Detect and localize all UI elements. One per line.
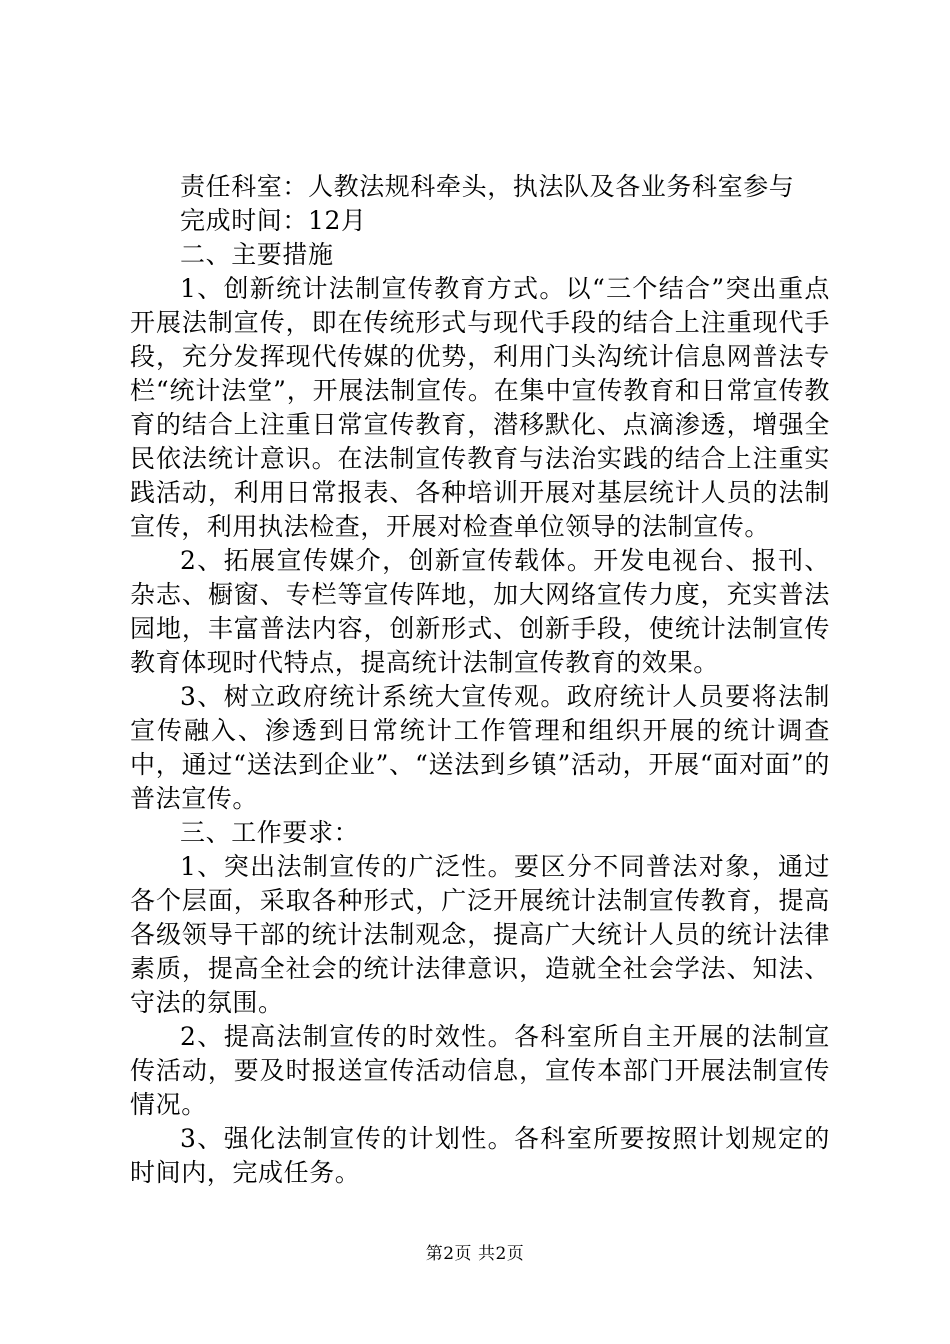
paragraph-measure-2: 2、拓展宣传媒介，创新宣传载体。开发电视台、报刊、杂志、橱窗、专栏等宣传阵地，加大网络宣传力度，充实普法园地，丰富普法内容，创新形式、创新手段，使统计法制宣传教育体现时代特点，提高统计法制宣传教育的效果。 <box>130 546 830 677</box>
document-body <box>130 170 830 1190</box>
paragraph-completion-time: 完成时间：12月 <box>180 206 367 235</box>
paragraph-responsible-office: 责任科室：人教法规科牵头，执法队及各业务科室参与 <box>180 172 795 201</box>
page-number-footer: 第2页 共2页 <box>425 1244 525 1264</box>
paragraph-measure-3: 3、树立政府统计系统大宣传观。政府统计人员要将法制宣传融入、渗透到日常统计工作管理和组织开展的统计调查中，通过“送法到企业”、“送法到乡镇”活动，开展“面对面”的普法宣传。 <box>130 682 830 813</box>
heading-main-measures: 二、主要措施 <box>180 240 334 269</box>
paragraph-measure-1: 1、创新统计法制宣传教育方式。以“三个结合”突出重点开展法制宣传，即在传统形式与现代手段的结合上注重现代手段，充分发挥现代传媒的优势，利用门头沟统计信息网普法专栏“统计法堂”，开展法制宣传。在集中宣传教育和日常宣传教育的结合上注重日常宣传教育，潜移默化、点滴渗透，增强全民依法统计意识。在法制宣传教育与法治实践的结合上注重实践活动，利用日常报表、各种培训开展对基层统计人员的法制宣传，利用执法检查，开展对检查单位领导的法制宣传。 <box>130 274 830 541</box>
paragraph-requirement-3: 3、强化法制宣传的计划性。各科室所要按照计划规定的时间内，完成任务。 <box>130 1124 830 1187</box>
heading-work-requirements: 三、工作要求： <box>180 818 360 847</box>
paragraph-requirement-2: 2、提高法制宣传的时效性。各科室所自主开展的法制宣传活动，要及时报送宣传活动信息，宣传本部门开展法制宣传情况。 <box>130 1022 830 1119</box>
paragraph-requirement-1: 1、突出法制宣传的广泛性。要区分不同普法对象，通过各个层面，采取各种形式，广泛开展统计法制宣传教育，提高各级领导干部的统计法制观念，提高广大统计人员的统计法律素质，提高全社会的统计法律意识，造就全社会学法、知法、守法的氛围。 <box>130 852 830 1017</box>
